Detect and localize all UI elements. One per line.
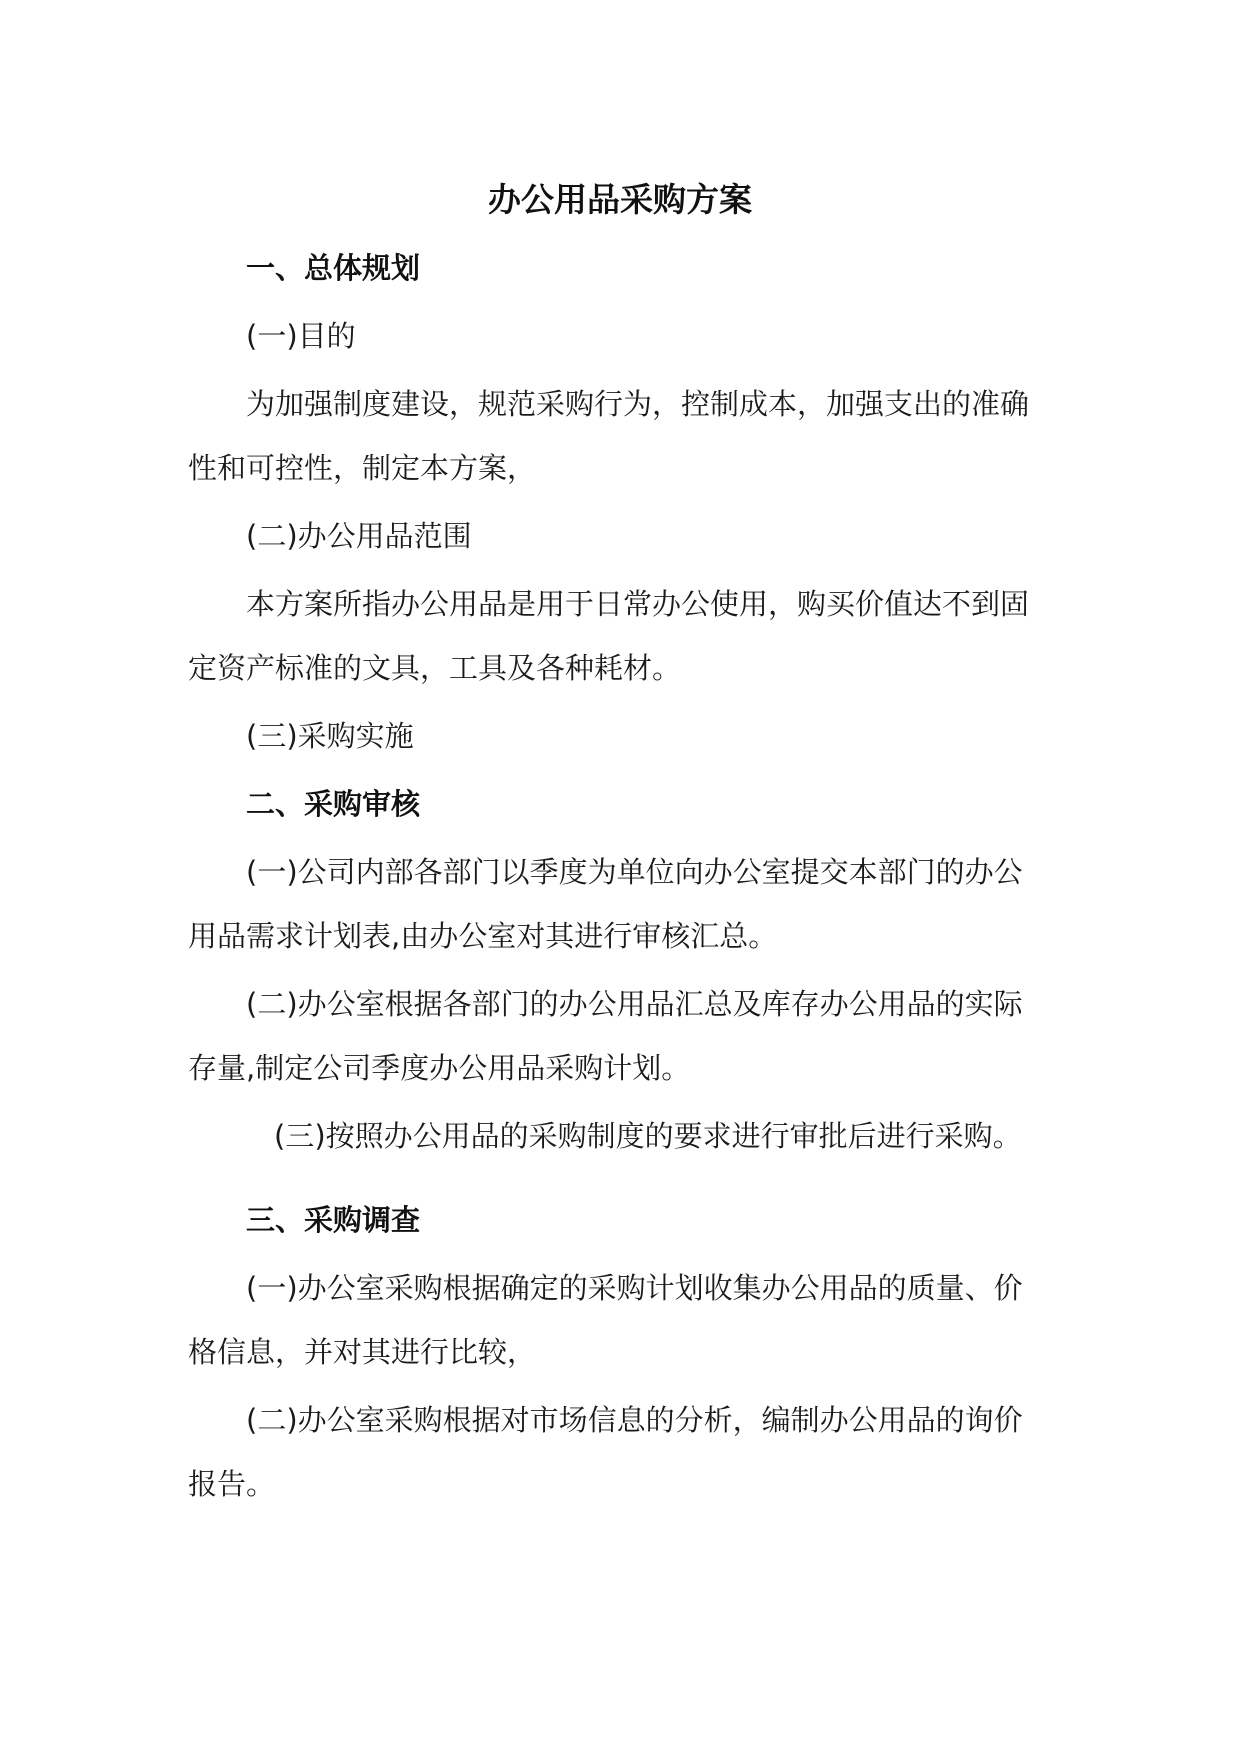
- subsection-heading: (一)目的: [246, 319, 356, 353]
- paragraph-line: (二)办公室根据各部门的办公用品汇总及库存办公用品的实际: [246, 987, 1023, 1021]
- subsection-heading: (三)采购实施: [246, 719, 414, 753]
- paragraph-line: 报告。: [188, 1467, 276, 1501]
- section-heading: 二、采购审核: [246, 787, 421, 821]
- paragraph-line: 性和可控性，制定本方案，: [188, 451, 537, 485]
- paragraph-line: 定资产标准的文具，工具及各种耗材。: [188, 651, 682, 685]
- paragraph-line: 为加强制度建设，规范采购行为，控制成本，加强支出的准确: [246, 387, 1030, 421]
- document-title: 办公用品采购方案: [488, 180, 752, 219]
- section-heading: 一、总体规划: [246, 251, 421, 285]
- paragraph-line: (一)公司内部各部门以季度为单位向办公室提交本部门的办公: [246, 855, 1023, 889]
- paragraph-line: 本方案所指办公用品是用于日常办公使用，购买价值达不到固: [246, 587, 1030, 621]
- paragraph-line: 格信息，并对其进行比较，: [188, 1335, 537, 1369]
- section-heading: 三、采购调查: [246, 1203, 421, 1237]
- paragraph-line: 用品需求计划表,由办公室对其进行审核汇总。: [188, 919, 778, 953]
- subsection-heading: (二)办公用品范围: [246, 519, 472, 553]
- paragraph-line: (一)办公室采购根据确定的采购计划收集办公用品的质量、价: [246, 1271, 1023, 1305]
- paragraph-line: (三)按照办公用品的采购制度的要求进行审批后进行采购。: [274, 1119, 1022, 1153]
- paragraph-line: 存量,制定公司季度办公用品采购计划。: [188, 1051, 691, 1085]
- paragraph-line: (二)办公室采购根据对市场信息的分析，编制办公用品的询价: [246, 1403, 1023, 1437]
